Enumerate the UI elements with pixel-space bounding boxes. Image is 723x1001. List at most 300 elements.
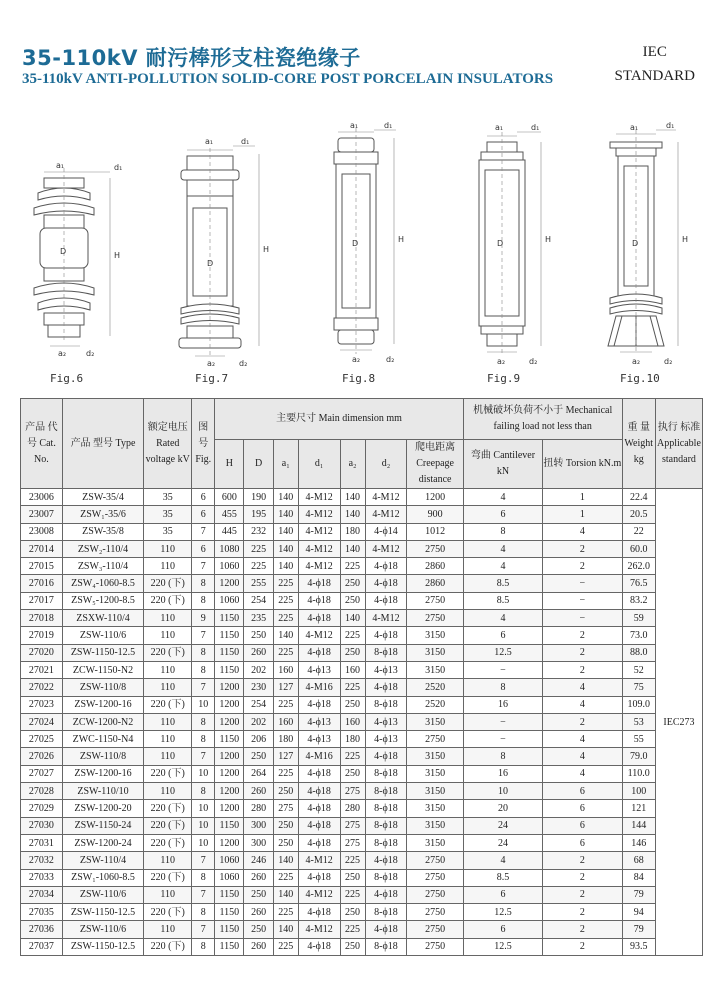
table-cell: 110 [144,661,192,678]
table-cell: 4 [543,696,622,713]
table-cell: 260 [244,783,273,800]
table-cell: 8-ϕ18 [365,696,407,713]
table-cell: 140 [273,627,298,644]
fig9-H-label: H [545,235,552,244]
table-cell: 300 [244,834,273,851]
table-cell: 225 [340,852,365,869]
table-row [21,921,703,938]
table-cell: 2 [543,540,622,557]
page-title-en: 35-110kV ANTI-POLLUTION SOLID-CORE POST PORCELAIN INSULATORS [22,71,554,87]
table-cell: 27019 [21,627,63,644]
table-row [21,489,703,506]
table-cell: 225 [273,765,298,782]
table-cell: 140 [273,886,298,903]
table-cell: ZSW-110/6 [62,921,143,938]
table-cell: 52 [622,661,655,678]
table-cell: 7 [192,852,215,869]
table-cell: 27014 [21,540,63,557]
table-cell: 6 [543,817,622,834]
table-cell: 79 [622,921,655,938]
fig9-drawing [465,118,575,368]
table-cell: 4-ϕ14 [365,523,407,540]
table-cell: 110 [144,748,192,765]
table-cell: 1150 [215,886,244,903]
table-cell: 250 [244,921,273,938]
table-row [21,713,703,730]
table-cell: 3150 [407,748,463,765]
table-cell: 1200 [215,679,244,696]
table-cell: 225 [244,540,273,557]
table-cell: 110 [144,540,192,557]
table-cell: 75 [622,679,655,696]
fig7-a1-label: a₁ [205,137,214,146]
table-cell: 1150 [215,731,244,748]
table-cell: 6 [463,627,542,644]
table-cell: 140 [273,506,298,523]
table-cell: 7 [192,886,215,903]
table-cell: 225 [340,748,365,765]
table-cell: 79.0 [622,748,655,765]
table-cell: 110 [144,610,192,627]
head-creepage: 爬电距离 Creepage distance [407,440,463,489]
table-cell: 144 [622,817,655,834]
table-cell: 10 [192,834,215,851]
table-cell: ZSXW-110/4 [62,610,143,627]
table-row [21,731,703,748]
table-cell: 4-ϕ13 [298,661,340,678]
table-cell: 250 [340,938,365,955]
table-cell: 12.5 [463,644,542,661]
table-cell: 27016 [21,575,63,592]
fig6-D-label: D [60,247,67,256]
table-cell: 8 [192,731,215,748]
table-cell: 220 (下) [144,696,192,713]
table-cell: 140 [340,506,365,523]
table-cell: 2 [543,904,622,921]
table-cell: 22.4 [622,489,655,506]
table-cell: 225 [273,938,298,955]
table-row [21,748,703,765]
table-cell: 7 [192,627,215,644]
table-cell: 260 [244,869,273,886]
table-cell: 1150 [215,610,244,627]
table-cell: 2860 [407,575,463,592]
table-cell: 8 [192,592,215,609]
table-cell: 27018 [21,610,63,627]
table-cell: 250 [244,627,273,644]
table-cell: 27024 [21,713,63,730]
head-torsion: 扭转 Torsion kN.m [543,440,622,489]
table-cell: 4-ϕ18 [298,834,340,851]
table-row [21,834,703,851]
fig6-drawing [30,118,150,368]
head-a1: a₁ [273,440,298,489]
table-cell: 73.0 [622,627,655,644]
table-cell: 140 [340,489,365,506]
table-cell: 4-ϕ18 [298,592,340,609]
table-cell: 10 [463,783,542,800]
table-cell: 280 [340,800,365,817]
table-cell: 4-ϕ18 [365,852,407,869]
table-cell: 35 [144,523,192,540]
fig10-label: Fig.10 [620,372,660,385]
table-cell: 127 [273,679,298,696]
table-cell: 250 [340,644,365,661]
table-cell: 140 [273,558,298,575]
head-D: D [244,440,273,489]
table-cell: 140 [340,540,365,557]
table-cell: 8-ϕ18 [365,904,407,921]
table-cell: 225 [273,644,298,661]
table-cell: 1012 [407,523,463,540]
table-row [21,644,703,661]
figure-7 [175,118,295,393]
table-cell: 27031 [21,834,63,851]
table-cell: 8 [463,679,542,696]
table-cell: ZSW-1200-16 [62,696,143,713]
table-cell: 8-ϕ18 [365,938,407,955]
table-cell: 225 [244,558,273,575]
table-cell: 27029 [21,800,63,817]
head-cantilever: 弯曲 Cantilever kN [463,440,542,489]
table-cell: 121 [622,800,655,817]
table-cell: 1 [543,506,622,523]
head-d2: d₂ [365,440,407,489]
table-cell: 110 [144,713,192,730]
fig6-a2-label: a₂ [58,349,67,358]
table-cell: 60.0 [622,540,655,557]
table-cell: 110 [144,558,192,575]
table-cell: 7 [192,921,215,938]
table-cell: 4 [463,852,542,869]
table-cell: 8 [192,938,215,955]
table-cell: 110 [144,886,192,903]
table-cell: 9 [192,610,215,627]
spec-table-body [21,489,703,956]
table-cell: 235 [244,610,273,627]
table-cell: 4-ϕ18 [365,886,407,903]
table-cell: 202 [244,661,273,678]
figure-6 [30,118,150,393]
table-row [21,696,703,713]
fig8-drawing [320,118,430,368]
table-row [21,817,703,834]
table-cell: 27030 [21,817,63,834]
table-cell: ZSW₅-1200-8.5 [62,592,143,609]
fig8-H-label: H [398,235,405,244]
table-cell: 275 [273,800,298,817]
table-cell: 8 [192,783,215,800]
table-cell: 4 [543,679,622,696]
table-cell: 230 [244,679,273,696]
table-cell: ZSW₃-110/4 [62,558,143,575]
table-cell: 1150 [215,921,244,938]
table-cell: 250 [273,834,298,851]
fig6-a1-label: a₁ [56,161,65,170]
table-cell: 6 [192,540,215,557]
table-cell: 27025 [21,731,63,748]
table-cell: ZSW-110/4 [62,852,143,869]
table-cell: 4-ϕ18 [298,869,340,886]
table-cell: 6 [463,506,542,523]
table-cell: − [543,592,622,609]
table-row [21,575,703,592]
table-cell: 59 [622,610,655,627]
table-cell: 3150 [407,800,463,817]
table-cell: 180 [340,731,365,748]
table-row [21,869,703,886]
table-cell: 1060 [215,869,244,886]
table-cell: 220 (下) [144,765,192,782]
head-type: 产品 型号 Type [62,399,143,489]
head-main-dimension: 主要尺寸 Main dimension mm [215,399,464,440]
table-cell: 4-M12 [365,506,407,523]
table-cell: − [463,661,542,678]
table-cell: 53 [622,713,655,730]
table-cell: 93.5 [622,938,655,955]
table-cell: 20 [463,800,542,817]
figure-10 [600,118,710,393]
fig7-a2-label: a₂ [207,359,216,368]
head-a2: a₂ [340,440,365,489]
table-cell: 1200 [407,489,463,506]
table-cell: 600 [215,489,244,506]
table-cell: 1060 [215,852,244,869]
table-cell: 140 [273,540,298,557]
table-cell: 900 [407,506,463,523]
table-cell: 1200 [215,765,244,782]
table-cell: 225 [273,696,298,713]
table-cell: 3150 [407,783,463,800]
table-cell: 4-M12 [298,852,340,869]
table-cell: ZSW-35/4 [62,489,143,506]
table-cell: ZCW-1150-N2 [62,661,143,678]
fig9-a1-label: a₁ [495,123,504,132]
table-cell: 4-ϕ18 [365,575,407,592]
table-row [21,661,703,678]
table-cell: 2750 [407,886,463,903]
table-cell: ZCW-1200-N2 [62,713,143,730]
table-cell: 2 [543,869,622,886]
table-row [21,886,703,903]
table-cell: 8-ϕ18 [365,765,407,782]
table-cell: 16 [463,765,542,782]
table-cell: 260 [244,904,273,921]
head-cat: 产品 代号 Cat. No. [21,399,63,489]
fig10-a2-label: a₂ [632,357,641,366]
table-cell: 23006 [21,489,63,506]
head-standard: 执行 标准 Applicable standard [655,399,702,489]
table-cell: 84 [622,869,655,886]
table-cell: 10 [192,696,215,713]
table-cell: 260 [244,644,273,661]
table-cell: ZSW-1150-12.5 [62,644,143,661]
table-cell: 250 [340,592,365,609]
table-cell: 27023 [21,696,63,713]
table-cell: 8 [463,523,542,540]
table-cell: 8.5 [463,592,542,609]
fig9-D-label: D [497,239,504,248]
table-row [21,592,703,609]
table-cell: 4 [543,731,622,748]
head-weight: 重 量 Weight kg [622,399,655,489]
table-cell: 109.0 [622,696,655,713]
table-cell: 225 [273,575,298,592]
table-cell: 76.5 [622,575,655,592]
table-cell: 8 [192,644,215,661]
table-cell: 8 [192,713,215,730]
table-cell: 3150 [407,765,463,782]
table-cell: 7 [192,748,215,765]
table-cell: 110 [144,852,192,869]
table-cell: 160 [340,661,365,678]
table-cell: 2 [543,558,622,575]
table-row [21,852,703,869]
table-cell: 4-ϕ13 [298,731,340,748]
fig10-H-label: H [682,235,689,244]
table-cell: 220 (下) [144,800,192,817]
table-cell: ZSW-1150-12.5 [62,904,143,921]
table-cell: 27015 [21,558,63,575]
table-cell: 4-M12 [298,558,340,575]
table-cell: 275 [340,817,365,834]
table-cell: 220 (下) [144,834,192,851]
table-cell: 4-ϕ18 [365,627,407,644]
table-row [21,679,703,696]
table-cell: 10 [192,765,215,782]
table-cell: 1150 [215,904,244,921]
fig6-d2-label: d₂ [86,349,95,358]
table-cell: 4-ϕ18 [298,696,340,713]
table-cell: 225 [340,627,365,644]
table-cell: 110 [144,783,192,800]
table-cell: 1 [543,489,622,506]
table-cell: ZSW₄-1060-8.5 [62,575,143,592]
figure-9 [465,118,575,393]
table-cell: ZSW-1150-24 [62,817,143,834]
table-cell: − [463,713,542,730]
table-cell: 225 [273,904,298,921]
table-cell: 8 [192,661,215,678]
table-cell: 8-ϕ18 [365,817,407,834]
table-cell: ZSW-1150-12.5 [62,938,143,955]
fig8-a2-label: a₂ [352,355,361,364]
table-cell: ZSW₂-110/4 [62,540,143,557]
table-cell: 275 [340,783,365,800]
table-cell: 2750 [407,731,463,748]
table-cell: 8 [192,904,215,921]
table-cell: 4 [463,540,542,557]
table-cell: 4-M12 [298,489,340,506]
table-cell: 260 [244,938,273,955]
table-cell: 250 [273,783,298,800]
table-cell: 3150 [407,713,463,730]
table-cell: 445 [215,523,244,540]
table-cell: 8-ϕ18 [365,783,407,800]
table-cell: 4-ϕ18 [298,575,340,592]
fig6-H-label: H [114,251,121,260]
table-cell: 8-ϕ18 [365,644,407,661]
table-cell: 160 [340,713,365,730]
fig7-label: Fig.7 [195,372,229,385]
table-cell: 250 [244,886,273,903]
table-cell: 1200 [215,834,244,851]
table-cell: 24 [463,817,542,834]
table-cell: ZSW-1200-24 [62,834,143,851]
table-cell: 220 (下) [144,817,192,834]
fig7-d2-label: d₂ [239,359,248,368]
table-cell: 1080 [215,540,244,557]
table-cell: 160 [273,713,298,730]
table-cell: 94 [622,904,655,921]
fig8-label: Fig.8 [342,372,376,385]
table-cell: 4-ϕ18 [365,748,407,765]
table-cell: 6 [192,489,215,506]
table-cell: 100 [622,783,655,800]
table-cell: ZSW₁-1060-8.5 [62,869,143,886]
table-cell: 83.2 [622,592,655,609]
table-row [21,506,703,523]
table-cell: 1060 [215,592,244,609]
table-cell: 1150 [215,938,244,955]
table-cell: 6 [543,783,622,800]
table-cell: 1200 [215,748,244,765]
table-cell: 4 [543,523,622,540]
table-cell: 250 [340,765,365,782]
table-cell: 250 [273,817,298,834]
table-cell: 220 (下) [144,575,192,592]
table-cell: ZSW-1200-20 [62,800,143,817]
table-cell: 140 [340,610,365,627]
table-cell: 4-ϕ18 [365,921,407,938]
table-cell: 27032 [21,852,63,869]
table-cell: 220 (下) [144,644,192,661]
table-cell: 2750 [407,869,463,886]
table-cell: 4 [543,748,622,765]
table-cell: 8.5 [463,869,542,886]
table-cell: 4 [543,765,622,782]
table-cell: ZSW-110/8 [62,679,143,696]
table-cell: 225 [340,558,365,575]
table-cell: 2 [543,713,622,730]
table-cell: 1060 [215,558,244,575]
table-cell: 127 [273,748,298,765]
table-cell: 4-M12 [298,540,340,557]
table-cell: 1150 [215,817,244,834]
table-cell: − [543,575,622,592]
table-cell: 190 [244,489,273,506]
table-cell: 264 [244,765,273,782]
standard-label [615,40,695,88]
table-cell: 4-M16 [298,748,340,765]
page-title-cn: 35-110kV 耐污棒形支柱瓷绝缘子 [22,46,361,70]
head-mechanical-load: 机械破坏负荷不小于 Mechanical failing load not less than [463,399,622,440]
table-cell: 8 [463,748,542,765]
table-cell: 79 [622,886,655,903]
table-cell: 4-ϕ18 [365,592,407,609]
table-cell: 4-ϕ18 [365,558,407,575]
table-cell: 146 [622,834,655,851]
table-cell: 1150 [215,644,244,661]
table-cell: 7 [192,679,215,696]
table-cell: 140 [273,852,298,869]
table-cell: 220 (下) [144,592,192,609]
table-cell: 3150 [407,644,463,661]
table-cell: 7 [192,523,215,540]
table-row [21,523,703,540]
table-cell: 254 [244,696,273,713]
table-cell: 2 [543,921,622,938]
